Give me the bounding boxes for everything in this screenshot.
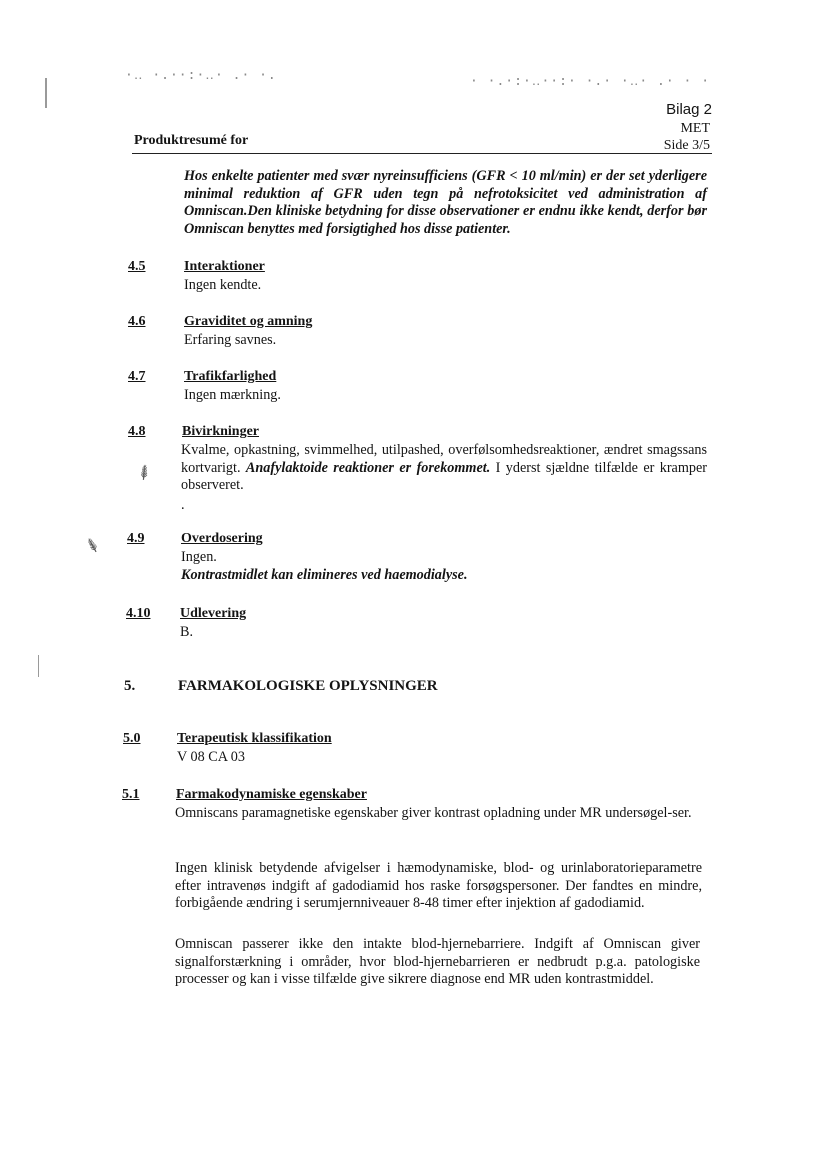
section-text: V 08 CA 03 bbox=[177, 749, 245, 765]
section-text: B. bbox=[180, 624, 194, 640]
side-effects-text: Kvalme, opkastning, svimmelhed, utilpashed, overfølsomhedsreaktioner, ændret smagssans kortvarigt. bbox=[181, 442, 707, 476]
section-text: Ingen mærkning. bbox=[184, 387, 281, 403]
section-number: 4.5 bbox=[128, 259, 146, 274]
section-number: 5.1 bbox=[122, 787, 140, 802]
section-title: Bivirkninger bbox=[182, 424, 260, 439]
section-title: Trafikfarlighed bbox=[184, 369, 277, 384]
document-code: MET bbox=[680, 121, 710, 136]
section-text: Ingen. bbox=[181, 549, 217, 565]
chapter-title: FARMAKOLOGISKE OPLYSNINGER bbox=[178, 678, 438, 694]
rare-cases-note: I yderst sjældne tilfælde er kramper observeret. bbox=[181, 459, 708, 493]
section-title: Interaktioner bbox=[184, 259, 265, 274]
section-number: 5.0 bbox=[123, 731, 141, 746]
document-title: Produktresumé for bbox=[134, 133, 249, 148]
section-title: Udlevering bbox=[180, 606, 247, 621]
section-text-italic: Kontrastmidlet kan elimineres ved haemodialyse. bbox=[181, 567, 468, 583]
anaphylactoid-note: Anafylaktoide reaktioner er forekommet. bbox=[245, 459, 491, 476]
header-rule bbox=[132, 153, 712, 154]
section-text: Ingen kendte. bbox=[184, 277, 262, 293]
section-number: 4.9 bbox=[127, 531, 145, 546]
scan-edge-mark bbox=[45, 78, 47, 108]
section-text bbox=[181, 442, 707, 495]
section-text: Erfaring savnes. bbox=[184, 332, 277, 348]
paragraph: Omniscan passerer ikke den intakte blod-hjernebarriere. Indgift af Omniscan giver signalforstærkning i områder, hvor blod-hjernebarrieren er nedbrudt p.g.a. patologiske processer og kan i visse tilfælde give sikrere diagnose end MR uden kontrastmiddel. bbox=[175, 936, 700, 987]
section-number: 4.8 bbox=[128, 424, 146, 439]
scan-edge-mark bbox=[38, 655, 39, 677]
appendix-label: Bilag 2 bbox=[666, 101, 712, 118]
section-title: Overdosering bbox=[181, 531, 263, 546]
section-number: 4.10 bbox=[126, 606, 151, 621]
scan-speckle: · ·.·:·‥··:· ·.· ·‥· .· · · bbox=[470, 74, 711, 89]
intro-paragraph: Hos enkelte patienter med svær nyreinsufficiens (GFR < 10 ml/min) er der set yderligere minimal reduktion af GFR uden tegn på nefrotoksicitet ved administration af Omniscan.Den kliniske betydning for disse observationer er endnu ikke kendt, derfor bør Omniscan benyttes med forsigtighed hos disse patienter. bbox=[184, 168, 707, 237]
scan-speckle: ·‥ ·.··:·‥· .· ·. bbox=[125, 68, 277, 83]
stray-dot: . bbox=[181, 497, 185, 513]
section-title: Terapeutisk klassifikation bbox=[177, 731, 332, 746]
scan-scribble: ⸙ bbox=[131, 456, 157, 487]
scan-scribble: ⸙ bbox=[76, 531, 107, 559]
section-title: Farmakodynamiske egenskaber bbox=[176, 787, 367, 802]
paragraph: Ingen klinisk betydende afvigelser i hæmodynamiske, blod- og urinlaboratorieparametre efter intravenøs indgift af gadodiamid hos raske forsøgspersoner. Der fandtes en mindre, forbigående ændring i serumjernniveauer 8-48 timer efter injektion af gadodiamid. bbox=[175, 860, 702, 911]
section-number: 4.6 bbox=[128, 314, 146, 329]
page-number: Side 3/5 bbox=[663, 138, 710, 153]
paragraph: Omniscans paramagnetiske egenskaber giver kontrast opladning under MR undersøgel-ser. bbox=[175, 805, 692, 821]
section-title: Graviditet og amning bbox=[184, 314, 313, 329]
chapter-number: 5. bbox=[124, 678, 136, 694]
section-number: 4.7 bbox=[128, 369, 146, 384]
